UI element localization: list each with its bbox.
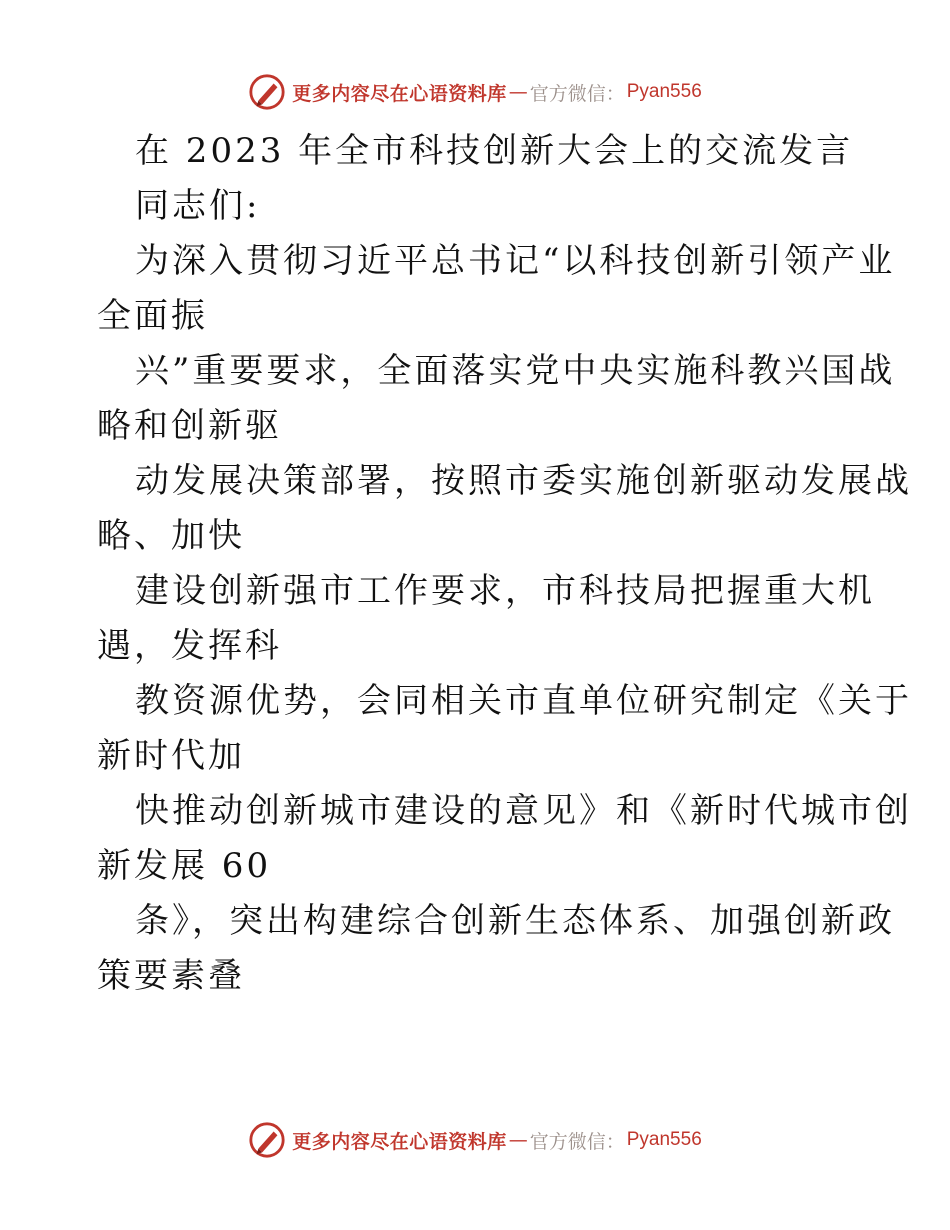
paragraph-line: 动发展决策部署，按照市委实施创新驱动发展战 [135,461,912,501]
pen-logo-icon [248,1121,286,1159]
header-separator: — [508,81,528,103]
footer-separator: — [508,1129,528,1151]
paragraph-line: 新发展 60 [97,846,272,886]
footer-brand-text: 更多内容尽在心语资料库 [292,1130,507,1153]
header-banner [0,70,950,114]
header-wechat-label: 官方微信： [529,82,625,105]
paragraph-line: 全面振 [97,296,208,336]
salutation: 同志们: [135,186,261,226]
paragraph-line: 为深入贯彻习近平总书记“以科技创新引领产业 [135,241,896,281]
footer-banner [0,1118,950,1162]
paragraph-line: 兴”重要要求，全面落实党中央实施科教兴国战 [135,351,896,391]
document-title: 在 2023 年全市科技创新大会上的交流发言 [135,131,854,171]
header-brand-text: 更多内容尽在心语资料库 [292,82,507,105]
paragraph-line: 策要素叠 [97,956,245,996]
paragraph-line: 略和创新驱 [97,406,282,446]
footer-wechat-label: 官方微信： [529,1130,625,1153]
paragraph-line: 教资源优势，会同相关市直单位研究制定《关于 [135,681,912,721]
paragraph-line: 略、加快 [97,516,245,556]
header-wechat-account: Pyan556 [626,81,702,102]
paragraph-line: 快推动创新城市建设的意见》和《新时代城市创 [135,791,912,831]
paragraph-line: 条》，突出构建综合创新生态体系、加强创新政 [135,901,895,941]
paragraph-line: 遇，发挥科 [97,626,282,666]
document-body [97,124,912,1004]
pen-logo-icon [248,73,286,111]
footer-wechat-account: Pyan556 [626,1129,702,1150]
paragraph-line: 建设创新强市工作要求，市科技局把握重大机 [135,571,875,611]
paragraph-line: 新时代加 [97,736,245,776]
